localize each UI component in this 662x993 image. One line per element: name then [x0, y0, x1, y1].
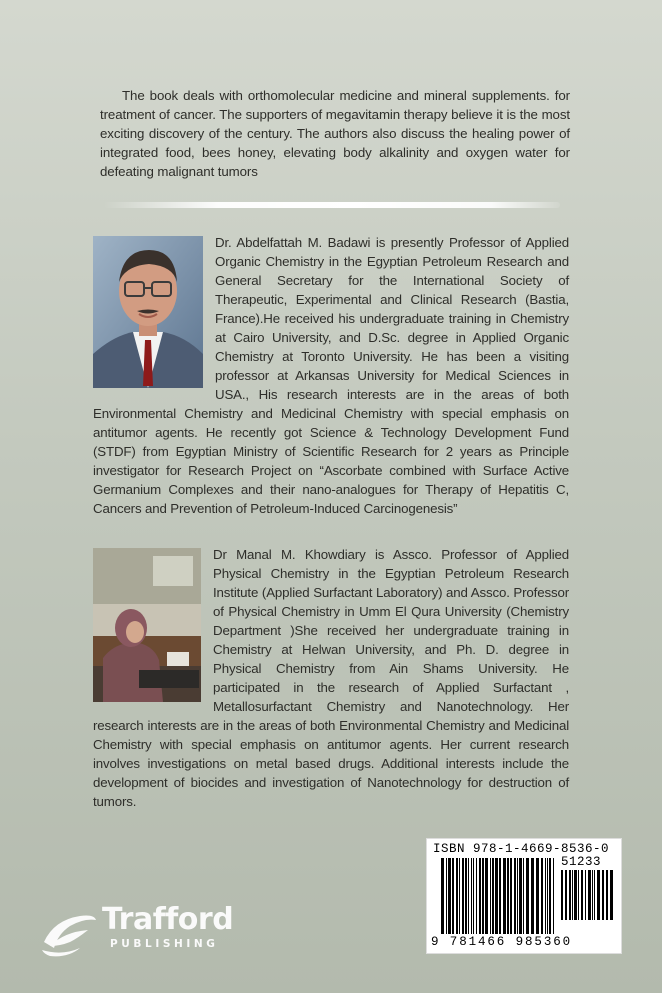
swoosh-icon	[40, 902, 100, 958]
isbn-label: ISBN 978-1-4669-8536-0	[433, 842, 610, 856]
author1-bio: Dr. Abdelfattah M. Badawi is presently Professor of Applied Organic Chemistry in the Egyptian Petroleum Research and General Secretary for the International Society of Therapeutic, Experimental and Clinical Research (Bastia, France).He received his undergraduate training in Chemistry at Cairo University, and D.Sc. degree in Applied Organic Chemistry at Toronto University. He has been a visiting professor at Arkansas University for Medical Sciences in USA., His research interests are in the areas of both Environmental Chemistry and Medicinal Chemistry with special emphasis on antitumor agents. He recently got Science & Technology Development Fund (STDF) from Egyptian Ministry of Scientific Research for 2 years as Principle investigator for Research Project on “Ascorbate combined with Surface Active Germanium Complexes and their nano-analogues for Therapy of Hepatitis C, Cancers and Prevention of Petroleum-Induced Carcinogenesis”	[93, 235, 569, 516]
author2-photo	[93, 548, 201, 702]
barcode-bars	[441, 858, 555, 936]
publisher-tagline: PUBLISHING	[110, 938, 219, 950]
barcode-digits: 9 781466 985360	[431, 935, 573, 949]
author2-section	[93, 545, 569, 811]
isbn-barcode	[426, 838, 622, 954]
author1-photo	[93, 236, 203, 388]
publisher-name: Trafford	[102, 902, 234, 937]
author1-section	[93, 233, 569, 518]
divider-line	[104, 202, 560, 208]
price-code: 51233	[561, 855, 602, 869]
author2-bio: Dr Manal M. Khowdiary is Assco. Professor of Applied Physical Chemistry in the Egyptian Petroleum Research Institute (Applied Surfactant Laboratory) and Assco. Professor of Physical Chemistry in Umm El Qura University (Chemistry Department )She received her undergraduate training in Chemistry at Helwan University, and Ph. D. degree in Physical Chemistry from Ain Shams University. He participated in the research of Applied Surfactant , Metallosurfactant Chemistry and Nanotechnology. Her research interests are in the areas of both Environmental Chemistry and Medicinal Chemistry with special emphasis on antitumor agents. Her current research involves investigations on metal based drugs. Additional interests include the development of biocides and investigation of Nanotechnology for destruction of tumors.	[93, 547, 569, 809]
price-barcode-bars	[561, 870, 615, 920]
publisher-logo	[40, 900, 270, 960]
back-cover-blurb: The book deals with orthomolecular medicine and mineral supplements. for treatment of cancer. The supporters of megavitamin therapy believe it is the most exciting discovery of the century. The authors also discuss the healing power of integrated food, bees honey, elevating body alkalinity and oxygen water for defeating malignant tumors	[100, 88, 570, 179]
